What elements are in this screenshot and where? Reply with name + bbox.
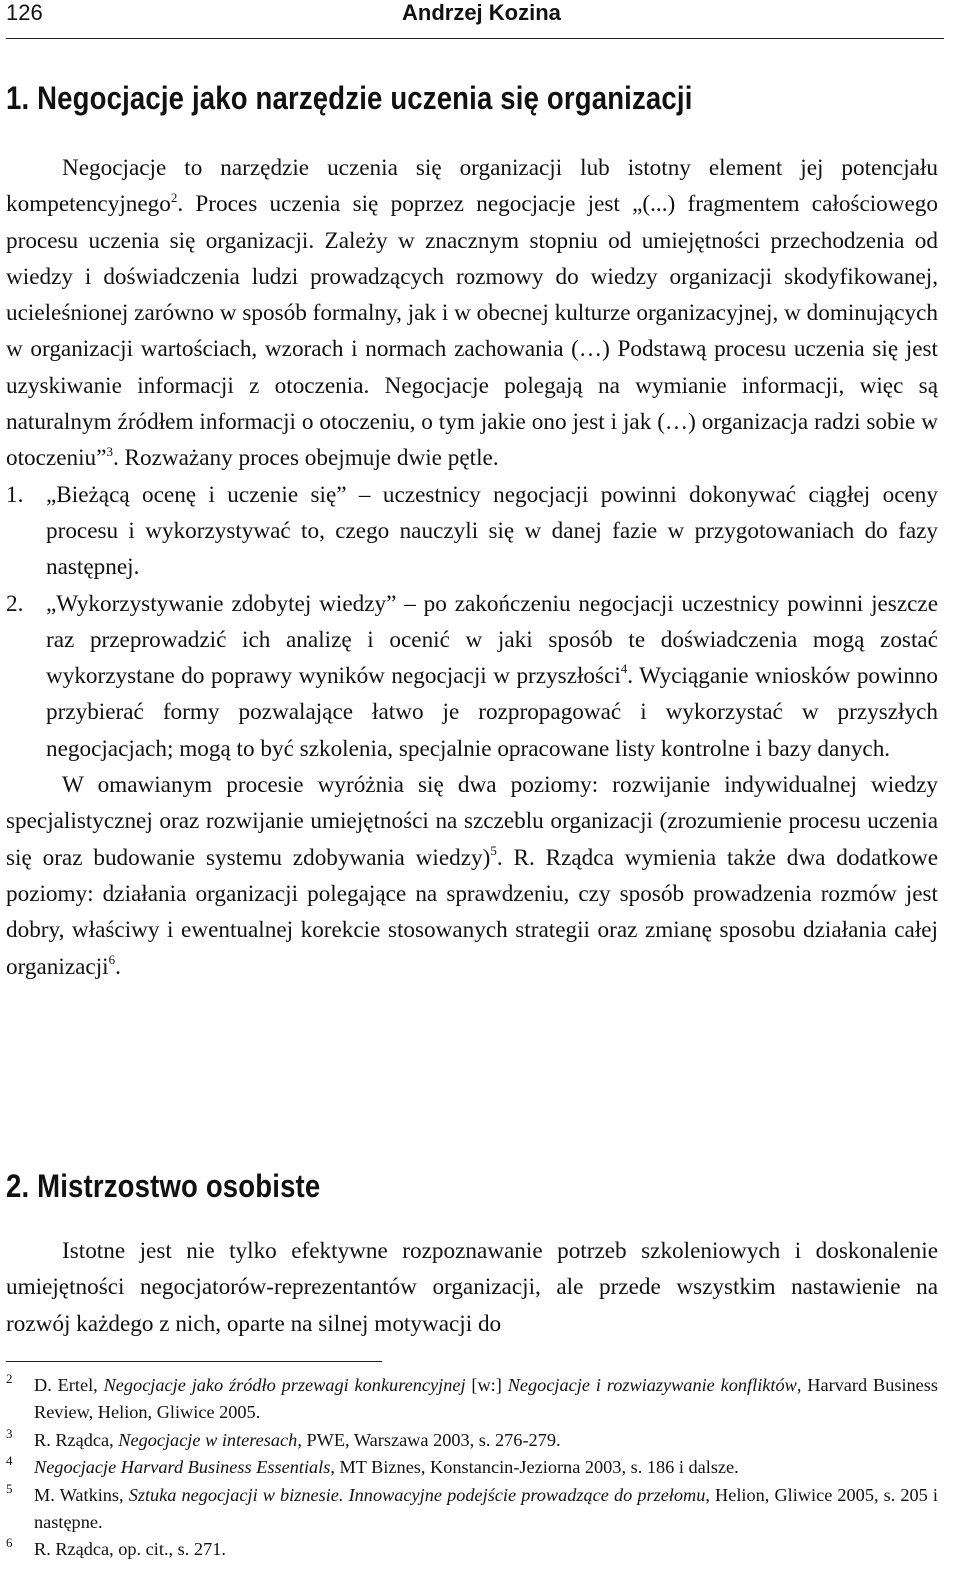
footnote [6, 1372, 938, 1427]
footnote-text: , MT Biznes, Konstancin-Jeziorna 2003, s. 186 i dalsze. [330, 1457, 739, 1478]
footnote-text: R. Rządca, [34, 1429, 119, 1450]
list-item [6, 586, 938, 767]
footnote-number: 6 [6, 1535, 13, 1551]
footnote-title: Negocjacje w interesach [118, 1429, 298, 1450]
section-1-body [6, 150, 938, 985]
footnote-rule [6, 1361, 382, 1362]
running-head: Andrzej Kozina [402, 0, 561, 25]
footnote-ref[interactable]: 6 [108, 951, 116, 967]
footnote-title: Sztuka negocjacji w biznesie. Innowacyjne podejście prowadzące do przełomu [128, 1484, 706, 1505]
footnote-ref[interactable]: 2 [170, 189, 178, 205]
footnotes [6, 1372, 938, 1564]
list-text: „Bieżącą ocenę i uczenie się” – uczestnicy negocjacji powinni dokonywać ciągłej oceny procesu i wykorzystywać to, czego nauczyli się w danej fazie w przygotowaniach do fazy następnej. [46, 481, 938, 581]
footnote-text: , Harvard Business Review, Helion, Gliwice 2005. [34, 1375, 939, 1423]
footnote [6, 1482, 938, 1537]
list-text: . Wyciąganie wniosków powinno przybierać formy pozwalające łatwo je rozpropagować i wykorzystać w przyszłych negocjacjach; mogą to być szkolenia, specjalnie opracowane listy kontrolne i bazy danych. [46, 663, 938, 762]
footnote [6, 1427, 938, 1454]
section-2-heading: 2. Mistrzostwo osobiste [6, 1168, 321, 1204]
footnote-title: Negocjacje Harvard Business Essentials [34, 1457, 331, 1478]
list-item [6, 477, 938, 586]
footnote-number: 2 [6, 1371, 13, 1386]
footnote-text: M. Watkins, [34, 1484, 129, 1505]
text: W omawianym procesie wyróżnia się dwa poziomy: rozwijanie indywidualnej wiedzy specjalistycznej oraz rozwijanie umiejętności na szczeblu organizacji (zrozumienie procesu uczenia się oraz budowanie systemu zdobywania wiedzy) [6, 772, 938, 871]
paragraph [6, 767, 938, 985]
header-rule [6, 38, 944, 39]
footnote-title: Negocjacje jako źródło przewagi konkurencyjnej [103, 1375, 466, 1395]
footnote-title: Negocjacje i rozwiazywanie konfliktów [507, 1375, 797, 1395]
footnote-ref[interactable]: 3 [106, 443, 113, 459]
paragraph: Istotne jest nie tylko efektywne rozpoznawanie potrzeb szkoleniowych i doskonalenie umiejętności negocjatorów-reprezentantów organizacji, ale przede wszystkim nastawienie na rozwój każdego z nich, oparte na silnej motywacji do [6, 1238, 938, 1337]
text: . R. Rządca wymienia także dwa dodatkowe poziomy: działania organizacji polegające na sprawdzeniu, czy sposób prowadzenia rozmów jest dobry, właściwy i ewentualnej korekcie stosowanych strategii oraz zmianę sposobu działania całej organizacji [6, 844, 938, 980]
footnote-number: 5 [6, 1480, 13, 1496]
footnote-number: 3 [6, 1425, 13, 1441]
text: . Proces uczenia się poprzez negocjacje jest „(...) fragmentem całościowego procesu uczenia się organizacji. Zależy w znacznym stopniu od umiejętności przechodzenia od wiedzy i doświadczenia ludzi prowadzących rozmowy do wiedzy organizacji skodyfikowanej, ucieleśnionej zarówno w sposób formalny, jak i w obecnej kulturze organizacyjnej, w dominujących w organizacji wartościach, wzorach i normach zachowania (…) Podstawą procesu uczenia się jest uzyskiwanie informacji z otoczenia. Negocjacje polegają na wymianie informacji, więc są naturalnym źródłem informacji o otoczeniu, o tym jakie ono jest i jak (…) organizacja radzi sobie w otoczeniu” [6, 191, 938, 472]
section-2-body [6, 1233, 938, 1342]
text: . Rozważany proces obejmuje dwie pętle. [112, 445, 499, 472]
footnote-ref[interactable]: 4 [620, 661, 628, 677]
list-number: 2. [6, 590, 24, 617]
list-number: 1. [6, 481, 24, 508]
footnote-text: [w:] [465, 1375, 508, 1395]
footnote-text: , Helion, Gliwice 2005, s. 205 i następne. [34, 1484, 938, 1533]
footnote-text: R. Rządca, op. cit., s. 271. [34, 1539, 226, 1560]
paragraph [6, 150, 938, 477]
footnote-text: , PWE, Warszawa 2003, s. 276-279. [297, 1429, 561, 1450]
page-number: 126 [6, 0, 43, 25]
footnote-number: 4 [6, 1453, 13, 1469]
text: . [115, 953, 121, 980]
footnote-ref[interactable]: 5 [490, 842, 497, 858]
text: Negocjacje to narzędzie uczenia się organizacji lub istotny element jej potencjału kompetencyjnego [6, 155, 938, 218]
footnote-text: D. Ertel, [34, 1375, 104, 1395]
footnote [6, 1454, 938, 1481]
footnote [6, 1536, 938, 1563]
section-1-heading: 1. Negocjacje jako narzędzie uczenia się organizacji [6, 80, 693, 116]
list-text: „Wykorzystywanie zdobytej wiedzy” – po zakończeniu negocjacji uczestnicy powinni jeszcze raz przeprowadzić ich analizę i ocenić w jaki sposób te doświadczenia mogą zostać wykorzystane do poprawy wyników negocjacji w przyszłości [46, 590, 938, 690]
numbered-list [6, 477, 938, 767]
